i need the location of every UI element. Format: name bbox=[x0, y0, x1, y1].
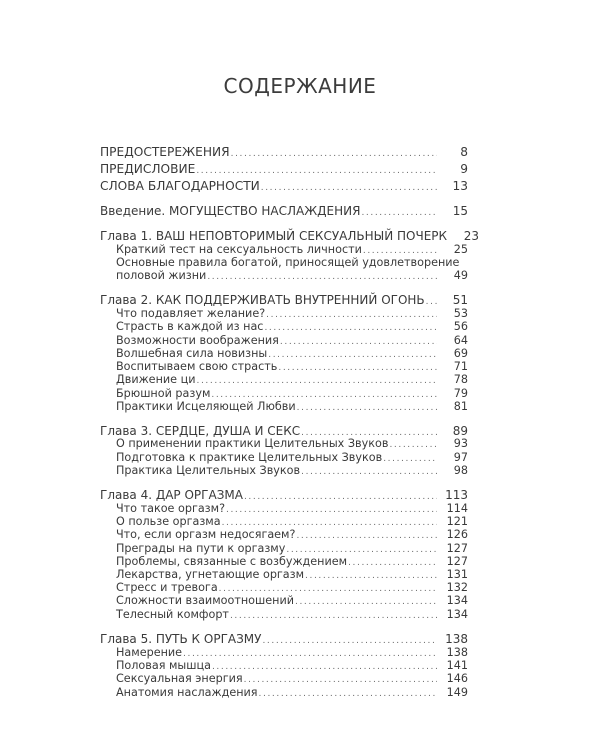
toc-entry-label: Половая мышца bbox=[116, 659, 211, 672]
toc-page-number: 81 bbox=[453, 400, 468, 413]
toc-section-entry bbox=[100, 270, 468, 282]
dot-leader bbox=[219, 585, 437, 594]
toc-entry-label: Лекарства, угнетающие оргазм bbox=[116, 568, 305, 581]
toc-section-entry bbox=[100, 438, 468, 450]
toc-page-number: 78 bbox=[453, 373, 468, 386]
toc-page-number: 127 bbox=[446, 542, 468, 555]
toc-section-entry bbox=[100, 687, 468, 699]
toc-page-number: 56 bbox=[453, 320, 468, 333]
dot-leader bbox=[226, 506, 437, 515]
toc-entry-label: Страсть в каждой из нас bbox=[116, 320, 264, 333]
toc-section-entry bbox=[100, 465, 468, 477]
toc-section-entry bbox=[100, 257, 468, 268]
toc-chapter-entry bbox=[100, 229, 480, 243]
toc-section-entry bbox=[100, 647, 468, 659]
dot-leader bbox=[348, 559, 437, 568]
toc-page-number: 89 bbox=[452, 424, 468, 438]
toc-entry-label: Введение. МОГУЩЕСТВО НАСЛАЖДЕНИЯ bbox=[100, 204, 361, 218]
toc-entry-label: Движение ци bbox=[116, 373, 196, 386]
toc-section-entry bbox=[100, 452, 468, 464]
toc-page-number: 132 bbox=[446, 581, 468, 594]
toc-entry-label: Воспитываем свою страсть bbox=[116, 360, 278, 373]
toc-entry-label: половой жизни bbox=[116, 269, 207, 282]
toc-entry-label: Основные правила богатой, приносящей удовлетворение bbox=[116, 256, 460, 269]
toc-section-entry bbox=[100, 595, 468, 607]
toc-entry-label: Практика Целительных Звуков bbox=[116, 464, 301, 477]
dot-leader bbox=[383, 455, 437, 464]
dot-leader bbox=[261, 184, 437, 193]
toc-page-number: 98 bbox=[453, 464, 468, 477]
toc-section-entry bbox=[100, 582, 468, 594]
dot-leader bbox=[296, 532, 437, 541]
toc-section-entry bbox=[100, 556, 468, 568]
toc-entry-label: Сексуальная энергия bbox=[116, 672, 243, 685]
toc-section-entry bbox=[100, 503, 468, 515]
toc-chapter-entry bbox=[100, 205, 468, 218]
dot-leader bbox=[183, 650, 437, 659]
dot-leader bbox=[286, 546, 437, 555]
toc-entry-label: Глава 2. КАК ПОДДЕРЖИВАТЬ ВНУТРЕННИЙ ОГОНЬ bbox=[100, 293, 425, 307]
toc-section-entry bbox=[100, 401, 468, 413]
toc-page-number: 93 bbox=[453, 437, 468, 450]
toc-entry-label: Что такое оргазм? bbox=[116, 502, 226, 515]
dot-leader bbox=[211, 391, 437, 400]
toc-entry-label: Глава 1. ВАШ НЕПОВТОРИМЫЙ СЕКСУАЛЬНЫЙ ПОЧЕРК bbox=[100, 229, 448, 243]
toc-section-entry bbox=[100, 388, 468, 400]
toc-section-entry bbox=[100, 348, 468, 360]
toc-chapter-entry bbox=[100, 633, 468, 646]
toc-page-number: 113 bbox=[445, 488, 468, 502]
toc-entry-label: О применении практики Целительных Звуков bbox=[116, 437, 389, 450]
dot-leader bbox=[280, 338, 437, 347]
dot-leader bbox=[207, 273, 437, 282]
dot-leader bbox=[426, 298, 437, 307]
dot-leader bbox=[295, 598, 437, 607]
toc-entry-label: ПРЕДОСТЕРЕЖЕНИЯ bbox=[100, 145, 230, 159]
toc-page-number: 138 bbox=[446, 646, 468, 659]
page-title: СОДЕРЖАНИЕ bbox=[223, 74, 377, 98]
toc-entry-label: Глава 5. ПУТЬ К ОРГАЗМУ bbox=[100, 632, 262, 646]
toc-page-number: 49 bbox=[453, 269, 468, 282]
toc-page-number: 131 bbox=[446, 568, 468, 581]
toc-chapter-entry bbox=[100, 180, 468, 193]
toc-section-entry bbox=[100, 529, 468, 541]
toc-entry-label: Сложности взаимоотношений bbox=[116, 594, 294, 607]
toc-page-number: 51 bbox=[452, 293, 468, 307]
toc-page-number: 134 bbox=[446, 594, 468, 607]
toc-chapter-entry bbox=[100, 489, 468, 502]
toc-page-number: 79 bbox=[453, 387, 468, 400]
toc-page-number: 134 bbox=[446, 608, 468, 621]
toc-page-number: 53 bbox=[453, 307, 468, 320]
toc-chapter-entry bbox=[100, 146, 468, 159]
toc-page-number: 71 bbox=[453, 360, 468, 373]
dot-leader bbox=[212, 663, 437, 672]
dot-leader bbox=[361, 209, 437, 218]
toc-entry-label: СЛОВА БЛАГОДАРНОСТИ bbox=[100, 179, 260, 193]
toc-page-number: 69 bbox=[453, 347, 468, 360]
dot-leader bbox=[259, 690, 437, 699]
toc-section-entry bbox=[100, 244, 468, 256]
toc-entry-label: Что, если оргазм недосягаем? bbox=[116, 528, 296, 541]
dot-leader bbox=[231, 150, 437, 159]
toc-page-number: 114 bbox=[446, 502, 468, 515]
dot-leader bbox=[244, 676, 437, 685]
toc-page-number: 15 bbox=[452, 204, 468, 218]
toc-page-number: 64 bbox=[453, 334, 468, 347]
dot-leader bbox=[264, 324, 437, 333]
dot-leader bbox=[268, 351, 437, 360]
toc-entry-label: Глава 3. СЕРДЦЕ, ДУША И СЕКС bbox=[100, 424, 301, 438]
toc-page-number: 127 bbox=[446, 555, 468, 568]
toc-section-entry bbox=[100, 609, 468, 621]
dot-leader bbox=[230, 612, 437, 621]
toc-entry-label: Проблемы, связанные с возбуждением bbox=[116, 555, 348, 568]
toc-page-number: 9 bbox=[460, 162, 468, 176]
toc-section-entry bbox=[100, 516, 468, 528]
toc-section-entry bbox=[100, 321, 468, 333]
toc-chapter-entry bbox=[100, 163, 468, 176]
toc-page-number: 13 bbox=[452, 179, 468, 193]
dot-leader bbox=[222, 519, 437, 528]
dot-leader bbox=[262, 637, 437, 646]
toc-entry-label: Телесный комфорт bbox=[116, 608, 229, 621]
toc-entry-label: О пользе оргазма bbox=[116, 515, 221, 528]
toc-section-entry bbox=[100, 569, 468, 581]
toc-section-entry bbox=[100, 335, 468, 347]
toc-page-number: 97 bbox=[453, 451, 468, 464]
dot-leader bbox=[244, 493, 437, 502]
toc-section-entry bbox=[100, 543, 468, 555]
dot-leader bbox=[196, 167, 437, 176]
toc-chapter-entry bbox=[100, 294, 468, 307]
dot-leader bbox=[297, 404, 437, 413]
toc-entry-label: ПРЕДИСЛОВИЕ bbox=[100, 162, 196, 176]
toc-section-entry bbox=[100, 361, 468, 373]
toc-entry-label: Что подавляет желание? bbox=[116, 307, 266, 320]
toc-section-entry bbox=[100, 374, 468, 386]
toc-entry-label: Стресс и тревога bbox=[116, 581, 218, 594]
dot-leader bbox=[301, 468, 437, 477]
toc-page-number: 126 bbox=[446, 528, 468, 541]
toc-page-number: 121 bbox=[446, 515, 468, 528]
toc-entry-label: Краткий тест на сексуальность личности bbox=[116, 243, 362, 256]
dot-leader bbox=[278, 364, 437, 373]
toc-page-number: 25 bbox=[453, 243, 468, 256]
toc-entry-label: Глава 4. ДАР ОРГАЗМА bbox=[100, 488, 243, 502]
toc-page-number: 138 bbox=[445, 632, 468, 646]
dot-leader bbox=[266, 311, 437, 320]
toc-entry-label: Возможности воображения bbox=[116, 334, 279, 347]
toc-section-entry bbox=[100, 660, 468, 672]
toc-entry-label: Волшебная сила новизны bbox=[116, 347, 268, 360]
toc-page-number: 146 bbox=[446, 672, 468, 685]
toc-entry-label: Практики Исцеляющей Любви bbox=[116, 400, 296, 413]
toc-page-number: 149 bbox=[446, 686, 468, 699]
toc-page-number: 23 bbox=[463, 229, 480, 243]
toc-page-number: 141 bbox=[446, 659, 468, 672]
toc-entry-label: Преграды на пути к оргазму bbox=[116, 542, 286, 555]
dot-leader bbox=[305, 572, 437, 581]
toc-entry-label: Подготовка к практике Целительных Звуков bbox=[116, 451, 383, 464]
toc-section-entry bbox=[100, 673, 468, 685]
toc-entry-label: Брюшной разум bbox=[116, 387, 211, 400]
dot-leader bbox=[389, 441, 437, 450]
toc-section-entry bbox=[100, 308, 468, 320]
toc-page-number: 8 bbox=[460, 145, 468, 159]
toc-entry-label: Анатомия наслаждения bbox=[116, 686, 258, 699]
toc-entry-label: Намерение bbox=[116, 646, 183, 659]
dot-leader bbox=[363, 247, 437, 256]
dot-leader bbox=[196, 377, 437, 386]
